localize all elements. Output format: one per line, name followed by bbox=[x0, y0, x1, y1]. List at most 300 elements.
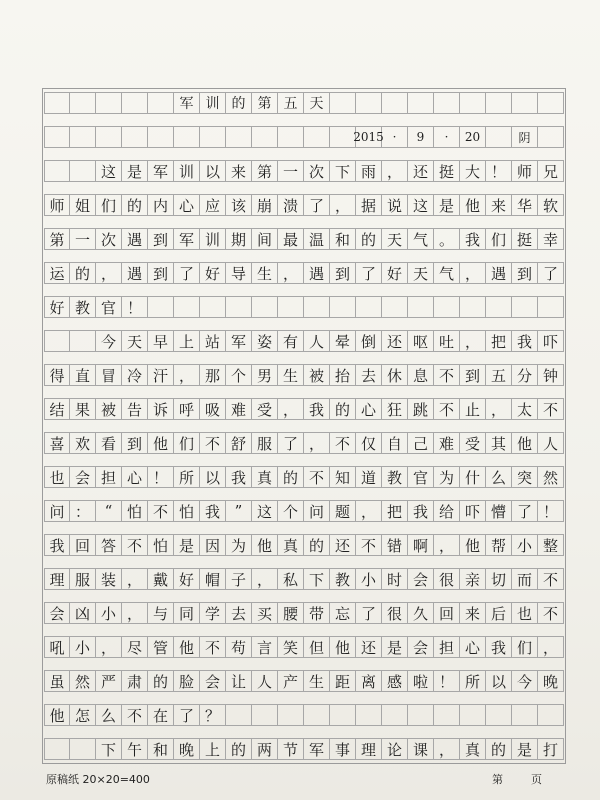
grid-cell bbox=[408, 296, 434, 318]
grid-cell: 学 bbox=[200, 602, 226, 624]
grid-cell: 天 bbox=[122, 330, 148, 352]
grid-cell: 不 bbox=[434, 398, 460, 420]
grid-cell: 军 bbox=[304, 738, 330, 760]
grid-cell: 们 bbox=[174, 432, 200, 454]
grid-cell: 回 bbox=[434, 602, 460, 624]
grid-cell bbox=[486, 296, 512, 318]
grid-cell: 们 bbox=[96, 194, 122, 216]
grid-cell: 导 bbox=[226, 262, 252, 284]
date-row bbox=[44, 126, 564, 148]
grid-cell: 腰 bbox=[278, 602, 304, 624]
grid-cell: 了 bbox=[512, 500, 538, 522]
grid-cell bbox=[70, 126, 96, 148]
grid-cell: 教 bbox=[70, 296, 96, 318]
grid-cell: 直 bbox=[70, 364, 96, 386]
grid-cell: 温 bbox=[304, 228, 330, 250]
grid-cell: 事 bbox=[330, 738, 356, 760]
grid-cell: 不 bbox=[538, 398, 564, 420]
grid-cell: 阴 bbox=[512, 126, 538, 148]
grid-cell: 第 bbox=[252, 160, 278, 182]
grid-cell bbox=[486, 704, 512, 726]
text-row bbox=[44, 432, 564, 454]
grid-cell bbox=[408, 92, 434, 114]
grid-cell: 的 bbox=[486, 738, 512, 760]
page-label-end: 页 bbox=[531, 773, 542, 786]
grid-cell: 站 bbox=[200, 330, 226, 352]
grid-cell: 这 bbox=[96, 160, 122, 182]
grid-cell: ， bbox=[122, 602, 148, 624]
grid-cell: 训 bbox=[200, 92, 226, 114]
grid-cell: 最 bbox=[278, 228, 304, 250]
grid-cell: 不 bbox=[434, 364, 460, 386]
grid-cell: 己 bbox=[408, 432, 434, 454]
grid-cell: 答 bbox=[96, 534, 122, 556]
grid-cell: 军 bbox=[148, 160, 174, 182]
grid-cell: 了 bbox=[174, 704, 200, 726]
grid-cell: 训 bbox=[200, 228, 226, 250]
grid-cell: 9 bbox=[408, 126, 434, 148]
grid-cell: 据 bbox=[356, 194, 382, 216]
grid-cell: ， bbox=[330, 194, 356, 216]
grid-cell: 狂 bbox=[382, 398, 408, 420]
grid-cell: 服 bbox=[252, 432, 278, 454]
grid-cell: ， bbox=[122, 568, 148, 590]
grid-cell: 午 bbox=[122, 738, 148, 760]
grid-cell: 真 bbox=[278, 534, 304, 556]
grid-cell: 担 bbox=[96, 466, 122, 488]
grid-cell: 亲 bbox=[460, 568, 486, 590]
text-row bbox=[44, 228, 564, 250]
grid-cell bbox=[330, 92, 356, 114]
grid-cell: 为 bbox=[226, 534, 252, 556]
grid-cell bbox=[96, 126, 122, 148]
grid-cell: 了 bbox=[538, 262, 564, 284]
grid-cell: 以 bbox=[200, 466, 226, 488]
grid-cell bbox=[382, 704, 408, 726]
grid-cell: ， bbox=[434, 738, 460, 760]
grid-cell: 知 bbox=[330, 466, 356, 488]
grid-cell: 也 bbox=[44, 466, 70, 488]
grid-cell: 次 bbox=[304, 160, 330, 182]
grid-cell: 他 bbox=[330, 636, 356, 658]
grid-cell: 会 bbox=[408, 636, 434, 658]
grid-cell bbox=[330, 704, 356, 726]
grid-cell: ， bbox=[486, 398, 512, 420]
grid-cell: 下 bbox=[304, 568, 330, 590]
title-row bbox=[44, 92, 564, 114]
paper-type-label: 原稿纸 bbox=[46, 773, 79, 786]
grid-cell: 为 bbox=[434, 466, 460, 488]
grid-cell bbox=[122, 92, 148, 114]
grid-cell: 他 bbox=[44, 704, 70, 726]
grid-cell: 了 bbox=[304, 194, 330, 216]
grid-cell: 怕 bbox=[174, 500, 200, 522]
grid-cell: 汗 bbox=[148, 364, 174, 386]
grid-cell: 受 bbox=[460, 432, 486, 454]
grid-cell: 后 bbox=[486, 602, 512, 624]
grid-cell: 呕 bbox=[408, 330, 434, 352]
grid-cell: 雨 bbox=[356, 160, 382, 182]
grid-cell: 天 bbox=[408, 262, 434, 284]
grid-cell: 得 bbox=[44, 364, 70, 386]
grid-cell: 今 bbox=[512, 670, 538, 692]
grid-cell bbox=[44, 160, 70, 182]
grid-cell: 是 bbox=[382, 636, 408, 658]
grid-cell: 气 bbox=[408, 228, 434, 250]
grid-cell: 第 bbox=[252, 92, 278, 114]
grid-cell: 诉 bbox=[148, 398, 174, 420]
grid-cell: 有 bbox=[278, 330, 304, 352]
grid-cell: 不 bbox=[356, 534, 382, 556]
grid-cell: ， bbox=[278, 398, 304, 420]
grid-cell: 结 bbox=[44, 398, 70, 420]
grid-cell: 遇 bbox=[304, 262, 330, 284]
grid-cell bbox=[44, 738, 70, 760]
grid-cell: 吐 bbox=[434, 330, 460, 352]
grid-cell: 还 bbox=[408, 160, 434, 182]
text-row bbox=[44, 330, 564, 352]
grid-cell: 息 bbox=[408, 364, 434, 386]
grid-cell: 钟 bbox=[538, 364, 564, 386]
grid-cell: 以 bbox=[486, 670, 512, 692]
grid-cell: ， bbox=[460, 330, 486, 352]
grid-cell: 师 bbox=[44, 194, 70, 216]
grid-cell: 然 bbox=[538, 466, 564, 488]
grid-cell bbox=[252, 704, 278, 726]
grid-cell: ， bbox=[252, 568, 278, 590]
grid-cell bbox=[200, 126, 226, 148]
grid-cell: 我 bbox=[44, 534, 70, 556]
grid-cell: 切 bbox=[486, 568, 512, 590]
grid-cell: 错 bbox=[382, 534, 408, 556]
grid-cell: 理 bbox=[356, 738, 382, 760]
grid-cell: 五 bbox=[278, 92, 304, 114]
grid-cell: 军 bbox=[174, 228, 200, 250]
grid-cell bbox=[252, 126, 278, 148]
grid-cell: 离 bbox=[356, 670, 382, 692]
grid-cell: 买 bbox=[252, 602, 278, 624]
grid-cell bbox=[278, 126, 304, 148]
grid-cell bbox=[70, 330, 96, 352]
grid-cell: 严 bbox=[96, 670, 122, 692]
grid-cell: 到 bbox=[460, 364, 486, 386]
grid-cell: 脸 bbox=[174, 670, 200, 692]
grid-cell: 人 bbox=[304, 330, 330, 352]
grid-cell: ， bbox=[96, 636, 122, 658]
grid-cell: 苟 bbox=[226, 636, 252, 658]
grid-cell: 次 bbox=[96, 228, 122, 250]
grid-cell: 大 bbox=[460, 160, 486, 182]
grid-cell: 官 bbox=[96, 296, 122, 318]
grid-cell: 所 bbox=[174, 466, 200, 488]
grid-cell: 休 bbox=[382, 364, 408, 386]
grid-cell: 教 bbox=[330, 568, 356, 590]
grid-cell: 的 bbox=[226, 738, 252, 760]
grid-cell: 把 bbox=[382, 500, 408, 522]
grid-cell: 了 bbox=[278, 432, 304, 454]
grid-cell: 上 bbox=[200, 738, 226, 760]
grid-cell: 天 bbox=[304, 92, 330, 114]
grid-cell: ， bbox=[460, 262, 486, 284]
text-row bbox=[44, 670, 564, 692]
text-row bbox=[44, 364, 564, 386]
grid-cell: ！ bbox=[486, 160, 512, 182]
grid-cell: ， bbox=[538, 636, 564, 658]
grid-cell: 也 bbox=[512, 602, 538, 624]
grid-cell bbox=[226, 704, 252, 726]
grid-cell: 不 bbox=[304, 466, 330, 488]
grid-cell: 冷 bbox=[122, 364, 148, 386]
grid-cell: 不 bbox=[200, 636, 226, 658]
grid-cell: 他 bbox=[148, 432, 174, 454]
grid-cell: 男 bbox=[252, 364, 278, 386]
grid-cell: 挺 bbox=[512, 228, 538, 250]
grid-cell: 华 bbox=[512, 194, 538, 216]
grid-cell: 虽 bbox=[44, 670, 70, 692]
grid-cell: 言 bbox=[252, 636, 278, 658]
grid-cell: ， bbox=[356, 500, 382, 522]
grid-cell: ？ bbox=[200, 704, 226, 726]
grid-cell: 倒 bbox=[356, 330, 382, 352]
text-row bbox=[44, 500, 564, 522]
grid-cell: 生 bbox=[252, 262, 278, 284]
grid-cell: 训 bbox=[174, 160, 200, 182]
grid-cell: 我 bbox=[486, 636, 512, 658]
grid-cell: 问 bbox=[304, 500, 330, 522]
grid-cell: 同 bbox=[174, 602, 200, 624]
grid-cell bbox=[382, 92, 408, 114]
grid-cell: ， bbox=[382, 160, 408, 182]
grid-cell bbox=[356, 296, 382, 318]
grid-cell: 们 bbox=[512, 636, 538, 658]
grid-cell: 回 bbox=[70, 534, 96, 556]
grid-cell: 带 bbox=[304, 602, 330, 624]
grid-cell: 早 bbox=[148, 330, 174, 352]
grid-cell bbox=[408, 704, 434, 726]
grid-cell: 他 bbox=[174, 636, 200, 658]
grid-cell: 第 bbox=[44, 228, 70, 250]
grid-cell bbox=[382, 296, 408, 318]
grid-cell bbox=[538, 704, 564, 726]
grid-cell: 不 bbox=[148, 500, 174, 522]
grid-cell: 这 bbox=[408, 194, 434, 216]
grid-cell: 师 bbox=[512, 160, 538, 182]
grid-cell: 管 bbox=[148, 636, 174, 658]
grid-cell: 感 bbox=[382, 670, 408, 692]
grid-cell: 冒 bbox=[96, 364, 122, 386]
grid-cell bbox=[512, 704, 538, 726]
grid-cell: 。 bbox=[434, 228, 460, 250]
grid-cell: · bbox=[382, 126, 408, 148]
grid-cell: 笑 bbox=[278, 636, 304, 658]
grid-cell: 那 bbox=[200, 364, 226, 386]
grid-cell bbox=[278, 704, 304, 726]
grid-cell: 挺 bbox=[434, 160, 460, 182]
grid-cell: 分 bbox=[512, 364, 538, 386]
grid-cell: 还 bbox=[330, 534, 356, 556]
grid-cell: 的 bbox=[304, 534, 330, 556]
grid-cell: 抬 bbox=[330, 364, 356, 386]
grid-cell: 下 bbox=[330, 160, 356, 182]
grid-cell: 而 bbox=[512, 568, 538, 590]
grid-cell: 晚 bbox=[174, 738, 200, 760]
grid-cell: 吼 bbox=[44, 636, 70, 658]
grid-cell: 崩 bbox=[252, 194, 278, 216]
grid-cell: 看 bbox=[96, 432, 122, 454]
text-row bbox=[44, 568, 564, 590]
grid-cell: 时 bbox=[382, 568, 408, 590]
grid-cell: 一 bbox=[278, 160, 304, 182]
paper-grid-frame bbox=[42, 88, 566, 764]
grid-cell: 让 bbox=[226, 670, 252, 692]
grid-cell: 其 bbox=[486, 432, 512, 454]
grid-cell: 好 bbox=[200, 262, 226, 284]
grid-cell: 军 bbox=[174, 92, 200, 114]
grid-cell: 不 bbox=[538, 602, 564, 624]
grid-cell: 的 bbox=[278, 466, 304, 488]
grid-cell: 了 bbox=[356, 262, 382, 284]
grid-cell: 跳 bbox=[408, 398, 434, 420]
grid-cell: 软 bbox=[538, 194, 564, 216]
grid-cell: 所 bbox=[460, 670, 486, 692]
grid-cell: 告 bbox=[122, 398, 148, 420]
grid-cell: 了 bbox=[356, 602, 382, 624]
grid-cell bbox=[330, 126, 356, 148]
grid-cell: 打 bbox=[538, 738, 564, 760]
grid-cell: ： bbox=[70, 500, 96, 522]
grid-cell: 不 bbox=[122, 534, 148, 556]
grid-cell: 还 bbox=[382, 330, 408, 352]
grid-cell: 还 bbox=[356, 636, 382, 658]
grid-cell bbox=[460, 92, 486, 114]
grid-cell bbox=[304, 126, 330, 148]
text-row bbox=[44, 534, 564, 556]
grid-cell: 凶 bbox=[70, 602, 96, 624]
grid-cell bbox=[356, 704, 382, 726]
grid-cell: 啊 bbox=[408, 534, 434, 556]
grid-cell: 么 bbox=[96, 704, 122, 726]
grid-cell: 喜 bbox=[44, 432, 70, 454]
grid-cell: 以 bbox=[200, 160, 226, 182]
grid-cell: · bbox=[434, 126, 460, 148]
grid-cell: ， bbox=[96, 262, 122, 284]
grid-cell: 尽 bbox=[122, 636, 148, 658]
grid-cell: 会 bbox=[408, 568, 434, 590]
grid-cell: 么 bbox=[486, 466, 512, 488]
grid-cell bbox=[252, 296, 278, 318]
grid-cell: 把 bbox=[486, 330, 512, 352]
grid-cell: 好 bbox=[382, 262, 408, 284]
grid-cell bbox=[70, 738, 96, 760]
grid-cell: 课 bbox=[408, 738, 434, 760]
grid-cell: ！ bbox=[148, 466, 174, 488]
grid-cell: 怎 bbox=[70, 704, 96, 726]
grid-cell: 节 bbox=[278, 738, 304, 760]
grid-cell: 是 bbox=[174, 534, 200, 556]
grid-cell: 啦 bbox=[408, 670, 434, 692]
grid-cell: 吓 bbox=[538, 330, 564, 352]
grid-cell: 小 bbox=[512, 534, 538, 556]
grid-cell: 生 bbox=[278, 364, 304, 386]
text-row bbox=[44, 636, 564, 658]
grid-cell: 自 bbox=[382, 432, 408, 454]
grid-cell: 他 bbox=[252, 534, 278, 556]
grid-cell: 小 bbox=[96, 602, 122, 624]
text-row bbox=[44, 398, 564, 420]
grid-cell bbox=[304, 704, 330, 726]
grid-cell: 帽 bbox=[200, 568, 226, 590]
grid-cell bbox=[122, 126, 148, 148]
grid-cell: 装 bbox=[96, 568, 122, 590]
grid-cell: 来 bbox=[460, 602, 486, 624]
grid-cell: 姿 bbox=[252, 330, 278, 352]
grid-cell: 间 bbox=[252, 228, 278, 250]
text-row bbox=[44, 602, 564, 624]
grid-cell: 遇 bbox=[122, 228, 148, 250]
grid-cell: 会 bbox=[200, 670, 226, 692]
grid-cell: 会 bbox=[44, 602, 70, 624]
text-row bbox=[44, 194, 564, 216]
grid-cell: 2015 bbox=[356, 126, 382, 148]
grid-cell: 他 bbox=[460, 194, 486, 216]
grid-cell bbox=[538, 126, 564, 148]
grid-cell: “ bbox=[96, 500, 122, 522]
grid-cell: 期 bbox=[226, 228, 252, 250]
grid-cell: 人 bbox=[538, 432, 564, 454]
grid-cell: 去 bbox=[356, 364, 382, 386]
text-row bbox=[44, 466, 564, 488]
grid-cell bbox=[434, 704, 460, 726]
grid-cell: 产 bbox=[278, 670, 304, 692]
grid-cell: 仅 bbox=[356, 432, 382, 454]
text-row bbox=[44, 160, 564, 182]
grid-cell bbox=[44, 126, 70, 148]
grid-cell bbox=[96, 92, 122, 114]
grid-cell: 子 bbox=[226, 568, 252, 590]
grid-cell: 幸 bbox=[538, 228, 564, 250]
grid-cell bbox=[486, 92, 512, 114]
grid-cell: 我 bbox=[226, 466, 252, 488]
grid-cell bbox=[226, 126, 252, 148]
grid-cell: ， bbox=[304, 432, 330, 454]
grid-cell: 被 bbox=[96, 398, 122, 420]
grid-cell: 是 bbox=[434, 194, 460, 216]
grid-cell: 兄 bbox=[538, 160, 564, 182]
grid-cell: 忘 bbox=[330, 602, 356, 624]
grid-cell: 果 bbox=[70, 398, 96, 420]
grid-cell: 我 bbox=[408, 500, 434, 522]
grid-cell: 来 bbox=[486, 194, 512, 216]
grid-cell: 的 bbox=[226, 92, 252, 114]
grid-cell: 遇 bbox=[122, 262, 148, 284]
grid-cell: 天 bbox=[382, 228, 408, 250]
grid-cell: 溃 bbox=[278, 194, 304, 216]
grid-cell bbox=[434, 92, 460, 114]
grid-cell: 心 bbox=[122, 466, 148, 488]
grid-cell: 什 bbox=[460, 466, 486, 488]
grid-cell: 心 bbox=[174, 194, 200, 216]
grid-cell: 好 bbox=[44, 296, 70, 318]
grid-cell: 和 bbox=[330, 228, 356, 250]
grid-cell bbox=[148, 296, 174, 318]
grid-cell: 晚 bbox=[538, 670, 564, 692]
grid-cell bbox=[44, 330, 70, 352]
grid-cell: 欢 bbox=[70, 432, 96, 454]
text-row bbox=[44, 296, 564, 318]
grid-cell: 的 bbox=[356, 228, 382, 250]
grid-cell: 突 bbox=[512, 466, 538, 488]
grid-cell: 给 bbox=[434, 500, 460, 522]
